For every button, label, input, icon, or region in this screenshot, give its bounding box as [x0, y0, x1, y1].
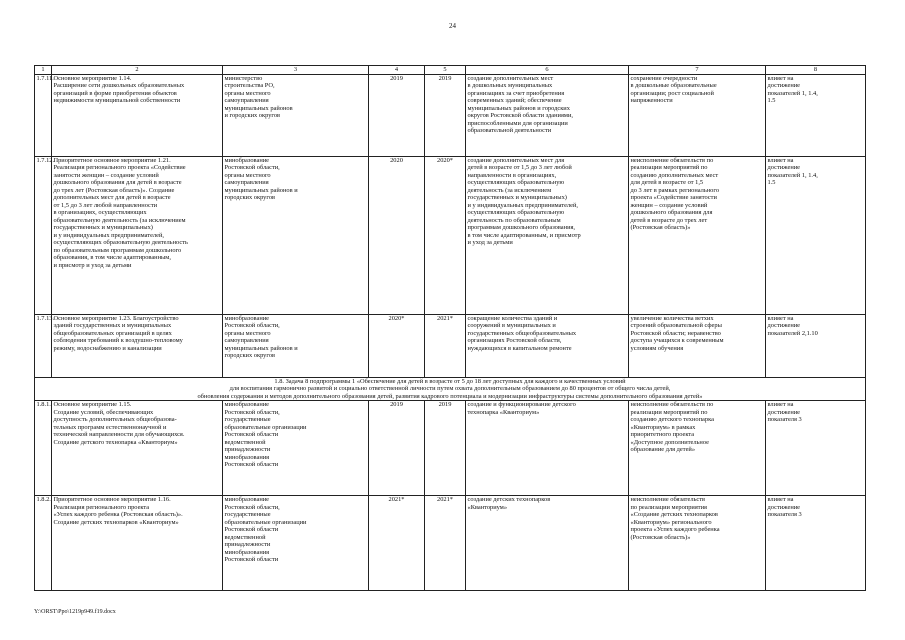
- cell-line: 1.5: [767, 179, 776, 186]
- cell-line: Ростовской области: [224, 526, 279, 533]
- cell-line: в дошкольные образовательные: [630, 82, 717, 89]
- cell-line: образование для детей»: [630, 446, 696, 453]
- cell-line: Реализация регионального проекта: [53, 503, 150, 511]
- cell-line: минобразование: [224, 496, 269, 503]
- cell-line: государственных общеобразовательных: [467, 329, 577, 337]
- cell-line: влияет на: [767, 314, 794, 322]
- cell-line: органы местного: [224, 89, 271, 97]
- cell-line: муниципальных районов и: [224, 344, 298, 352]
- cell-line: Основное мероприятие 1.14.: [53, 74, 132, 82]
- indicator-link-cell: [766, 496, 866, 591]
- cell-line: дошкольного образования для детей в возрасте: [53, 179, 182, 186]
- consequences-cell: [629, 74, 766, 156]
- cell-line: созданию дополнительных мест: [630, 171, 719, 179]
- end-year-cell: 2021*: [425, 496, 466, 591]
- cell-line: доступность дополнительных общеобразова-: [53, 416, 177, 423]
- cell-line: до 3 лет в рамках регионального: [630, 186, 720, 194]
- cell-line: программам дошкольного образования,: [467, 224, 576, 231]
- cell-line: деятельность по образовательным: [467, 216, 561, 224]
- footer-path: Y:\ORST\Ppo\1219p949.f19.docx: [34, 609, 116, 615]
- cell-line: дополнительных мест для детей в возрасте: [53, 194, 171, 201]
- cell-line: организациях Ростовской области,: [467, 337, 562, 344]
- cell-line: и городских округов: [224, 112, 281, 119]
- end-year-cell: 2019: [425, 74, 466, 156]
- cell-line: Ростовской области; неравенство: [630, 329, 721, 337]
- cell-line: сохранение очередности: [630, 74, 698, 82]
- cell-line: 1.5: [767, 97, 776, 104]
- cell-line: технической направленности для обучающихся.: [53, 431, 185, 438]
- table-row: [35, 401, 866, 496]
- cell-line: сооружений в муниципальных и: [467, 322, 556, 329]
- cell-line: неисполнение обязательств по: [630, 156, 714, 164]
- cell-line: минобразование: [224, 156, 269, 164]
- cell-line: условиям обучения: [630, 344, 684, 352]
- cell-line: обновления содержания и методов дополнительного образования детей, развития кадрового потенциала и модернизации инфраструктуры системы дополнительного образования детей»: [197, 392, 703, 400]
- start-year-cell: 2020: [369, 156, 425, 314]
- cell-line: проекта «Успех каждого ребенка: [630, 526, 720, 533]
- header-cell: 1: [35, 66, 52, 75]
- indicator-link-cell: [766, 314, 866, 377]
- header-cell: 4: [369, 66, 425, 75]
- cell-line: созданию детского технопарка: [630, 416, 714, 423]
- cell-line: ведомственной: [224, 533, 266, 541]
- cell-line: Расширение сети дошкольных образовательных: [53, 82, 185, 89]
- expected-result-cell: [466, 156, 629, 314]
- cell-line: напряженности: [630, 97, 673, 104]
- consequences-cell: [629, 496, 766, 591]
- cell-line: влияет на: [767, 496, 794, 503]
- cell-line: режиму, водоснабжению и канализации: [53, 344, 162, 352]
- cell-line: ведомственной: [224, 438, 266, 446]
- cell-line: общеобразовательных организаций в целях: [53, 329, 172, 337]
- start-year-cell: 2019: [369, 74, 425, 156]
- cell-line: достижение: [767, 322, 800, 329]
- cell-line: приспособленными для организации: [467, 119, 568, 127]
- start-year-cell: 2020*: [369, 314, 425, 377]
- cell-line: Основное мероприятие 1.23. Благоустройство: [53, 314, 179, 322]
- cell-line: нуждающихся в капитальном ремонте: [467, 344, 572, 352]
- cell-line: «Доступное дополнительное: [630, 438, 709, 446]
- cell-line: организациях за счет приобретения: [467, 89, 565, 97]
- event-name-cell: [52, 74, 223, 156]
- cell-line: и у индивидуальных предпринимателей,: [467, 201, 578, 209]
- cell-line: достижение: [767, 164, 800, 171]
- cell-line: государственные: [224, 416, 271, 423]
- cell-line: «Кванториум»: [467, 503, 508, 511]
- cell-line: «Создание детских технопарков: [630, 511, 718, 518]
- cell-line: министерство: [224, 74, 263, 82]
- cell-line: 1.8. Задача 8 подпрограммы 1 «Обеспечение для детей в возрасте от 5 до 18 лет доступных для каждого и качественных условий: [274, 377, 626, 385]
- cell-line: реализации мероприятий по: [630, 408, 708, 416]
- start-year-cell: 2021*: [369, 496, 425, 591]
- cell-line: органы местного: [224, 329, 271, 337]
- cell-line: реализации мероприятий по: [630, 164, 708, 171]
- cell-line: показателей 2,1.10: [767, 329, 818, 337]
- cell-line: недвижимости муниципальной собственности: [53, 97, 181, 104]
- cell-line: по реализации мероприятия: [630, 503, 707, 511]
- cell-line: принадлежности: [224, 446, 271, 453]
- cell-line: образовательные организации: [224, 518, 307, 526]
- event-name-cell: [52, 496, 223, 591]
- cell-line: создание и функционирование детского: [467, 401, 576, 408]
- cell-line: осуществляющих образовательную: [467, 209, 565, 216]
- cell-line: (Ростовская область)»: [630, 224, 691, 231]
- executor-cell: [223, 156, 369, 314]
- cell-line: доступа учащихся к современным: [630, 337, 724, 344]
- cell-line: Создание условий, обеспечивающих: [53, 408, 154, 416]
- cell-line: Приоритетное основное мероприятие 1.21.: [53, 156, 171, 164]
- table-row: [35, 314, 866, 377]
- row-number: 1.7.12.: [35, 156, 52, 314]
- table-row: [35, 156, 866, 314]
- executor-cell: [223, 496, 369, 591]
- cell-line: зданий государственных и муниципальных: [53, 322, 172, 329]
- cell-line: влияет на: [767, 74, 794, 82]
- cell-line: муниципальных районов и городских: [467, 104, 570, 112]
- cell-line: Создание детского технопарка «Кванториум»: [53, 438, 178, 446]
- cell-line: минобразование: [224, 314, 269, 322]
- cell-line: проекта «Содействие занятости: [630, 194, 717, 201]
- row-number: 1.8.2.: [35, 496, 52, 591]
- cell-line: неисполнение обязательств: [630, 496, 706, 503]
- cell-line: осуществляющих образовательную деятельность: [53, 239, 188, 246]
- indicator-link-cell: [766, 156, 866, 314]
- cell-line: в дошкольных муниципальных: [467, 82, 553, 89]
- cell-line: Создание детских технопарков «Кванториум»: [53, 518, 179, 526]
- cell-line: минобразование: [224, 401, 269, 408]
- consequences-cell: [629, 314, 766, 377]
- cell-line: влияет на: [767, 401, 794, 408]
- cell-line: строительства РО,: [224, 82, 275, 89]
- cell-line: для воспитания гармонично развитой и социально ответственной личности путем охвата дополнительным образованием до 80 процентов от общего числа детей,: [229, 385, 671, 392]
- cell-line: создание дополнительных мест: [467, 74, 554, 82]
- cell-line: образовательные организации: [224, 423, 307, 431]
- header-cell: 5: [425, 66, 466, 75]
- cell-line: Реализация регионального проекта «Содействие: [53, 164, 186, 171]
- cell-line: осуществляющих образовательную: [467, 179, 565, 186]
- cell-line: образовательную деятельность (за исключением: [53, 216, 186, 224]
- cell-line: технопарка «Кванториум»: [467, 408, 540, 416]
- header-cell: 8: [766, 66, 866, 75]
- cell-line: Ростовской области,: [224, 503, 280, 511]
- cell-line: Ростовской области,: [224, 408, 280, 416]
- page-number: 24: [449, 22, 456, 30]
- cell-line: неисполнение обязательств по: [630, 401, 714, 408]
- cell-line: минобразования: [224, 453, 270, 461]
- cell-line: достижение: [767, 503, 800, 511]
- cell-line: городских округов: [224, 194, 276, 201]
- cell-line: современных зданий; обеспечение: [467, 97, 562, 104]
- cell-line: «Кванториум» в рамках: [630, 423, 696, 431]
- cell-line: деятельность (за исключением: [467, 186, 552, 194]
- end-year-cell: 2019: [425, 401, 466, 496]
- cell-line: соблюдения требований к воздушно-тепловому: [53, 337, 183, 344]
- cell-line: увеличение количества ветхих: [630, 314, 714, 322]
- header-cell: 6: [466, 66, 629, 75]
- expected-result-cell: [466, 74, 629, 156]
- task-row: [35, 377, 866, 401]
- cell-line: достижение: [767, 408, 800, 416]
- cell-line: организаций в форме приобретения объектов: [53, 89, 177, 97]
- cell-line: муниципальных районов: [224, 104, 293, 112]
- cell-line: принадлежности: [224, 541, 271, 548]
- executor-cell: [223, 401, 369, 496]
- cell-line: самоуправления: [224, 179, 269, 186]
- cell-line: «Кванториум» регионального: [630, 518, 712, 526]
- cell-line: направленности в организациях,: [467, 171, 557, 179]
- cell-line: создание дополнительных мест для: [467, 156, 565, 164]
- cell-line: и у индивидуальных предпринимателей,: [53, 231, 164, 239]
- cell-line: показателя 3: [767, 416, 802, 423]
- cell-line: занятости женщин – создание условий: [53, 171, 159, 179]
- event-name-cell: [52, 156, 223, 314]
- cell-line: до трех лет (Ростовская область)». Создание: [53, 186, 175, 194]
- cell-line: влияет на: [767, 156, 794, 164]
- cell-line: Приоритетное основное мероприятие 1.16.: [53, 496, 171, 503]
- event-name-cell: [52, 401, 223, 496]
- table-row: [35, 496, 866, 591]
- cell-line: самоуправления: [224, 337, 269, 344]
- cell-line: для детей в возрасте от 1,5: [630, 179, 704, 186]
- end-year-cell: 2021*: [425, 314, 466, 377]
- cell-line: Ростовской области: [224, 556, 279, 563]
- expected-result-cell: [466, 314, 629, 377]
- cell-line: от 1,5 до 3 лет любой направленности: [53, 201, 158, 209]
- cell-line: по образовательным программам дошкольного: [53, 246, 182, 254]
- cell-line: городских округов: [224, 352, 276, 359]
- consequences-cell: [629, 401, 766, 496]
- cell-line: округов Ростовской области зданиями,: [467, 112, 573, 119]
- event-name-cell: [52, 314, 223, 377]
- cell-line: и присмотр и уход за детьми: [53, 261, 132, 269]
- cell-line: муниципальных районов и: [224, 186, 298, 194]
- cell-line: образовательной деятельности: [467, 127, 552, 134]
- header-row: [35, 66, 866, 75]
- cell-line: Основное мероприятие 1.15.: [53, 401, 132, 408]
- indicator-link-cell: [766, 401, 866, 496]
- cell-line: строений образовательной сферы: [630, 322, 722, 329]
- cell-line: детей в возрасте от 1,5 до 3 лет любой: [467, 164, 572, 171]
- indicator-link-cell: [766, 74, 866, 156]
- cell-line: в организациях, осуществляющих: [53, 209, 147, 216]
- cell-line: показателей 1, 1.4,: [767, 171, 818, 179]
- cell-line: и уход за детьми: [467, 239, 513, 246]
- cell-line: тельных программ естественнонаучной и: [53, 423, 167, 431]
- cell-line: женщин – создание условий: [630, 201, 708, 209]
- cell-line: государственных и муниципальных): [467, 194, 567, 201]
- cell-line: Ростовской области,: [224, 164, 280, 171]
- start-year-cell: 2019: [369, 401, 425, 496]
- expected-result-cell: [466, 496, 629, 591]
- end-year-cell: 2020*: [425, 156, 466, 314]
- cell-line: Ростовской области,: [224, 322, 280, 329]
- cell-line: Ростовской области: [224, 461, 279, 468]
- cell-line: минобразования: [224, 548, 270, 556]
- header-cell: 2: [52, 66, 223, 75]
- cell-line: «Успех каждого ребенка (Ростовская область)».: [53, 511, 183, 518]
- row-number: 1.7.11.: [35, 74, 52, 156]
- cell-line: детей в возрасте до трех лет: [630, 216, 708, 224]
- cell-line: самоуправления: [224, 97, 269, 104]
- row-number: 1.8.1.: [35, 401, 52, 496]
- task-heading: [35, 377, 866, 401]
- cell-line: в том числе адаптированным, и присмотр: [467, 231, 581, 239]
- cell-line: Ростовской области: [224, 431, 279, 438]
- cell-line: достижение: [767, 82, 800, 89]
- cell-line: сокращение количества зданий и: [467, 314, 558, 322]
- executor-cell: [223, 314, 369, 377]
- cell-line: показателя 3: [767, 511, 802, 518]
- cell-line: органы местного: [224, 171, 271, 179]
- table-row: [35, 74, 866, 156]
- cell-line: государственных и муниципальных): [53, 224, 153, 231]
- cell-line: организации; рост социальной: [630, 89, 714, 97]
- cell-line: государственные: [224, 511, 271, 518]
- header-cell: 7: [629, 66, 766, 75]
- program-table: [34, 65, 866, 591]
- header-cell: 3: [223, 66, 369, 75]
- cell-line: дошкольного образования для: [630, 209, 713, 216]
- cell-line: показателей 1, 1.4,: [767, 89, 818, 97]
- row-number: 1.7.13.: [35, 314, 52, 377]
- cell-line: создание детских технопарков: [467, 496, 551, 503]
- executor-cell: [223, 74, 369, 156]
- consequences-cell: [629, 156, 766, 314]
- cell-line: образования, в том числе адаптированным,: [53, 254, 171, 261]
- expected-result-cell: [466, 401, 629, 496]
- cell-line: (Ростовская область)»: [630, 533, 691, 541]
- cell-line: приоритетного проекта: [630, 431, 695, 438]
